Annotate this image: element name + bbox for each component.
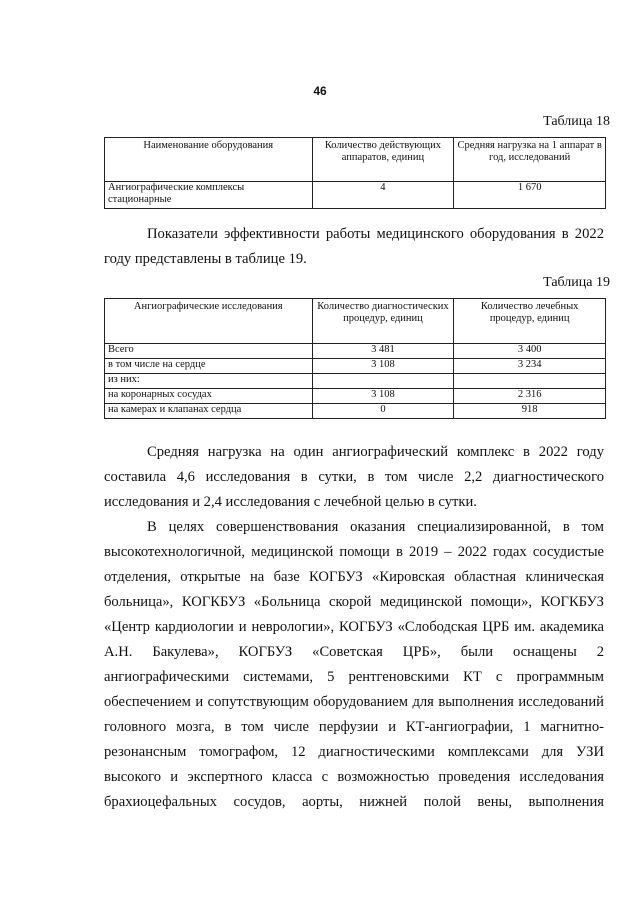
table-cell: 3 108 [312, 359, 454, 374]
table-cell: 918 [454, 404, 606, 419]
table-19-caption: Таблица 19 [543, 275, 610, 290]
table-18-header-cell: Средняя нагрузка на 1 аппарат в год, исследований [454, 138, 606, 182]
table-cell [312, 374, 454, 389]
table-cell: 4 [312, 182, 454, 209]
table-row [105, 359, 606, 374]
table-cell: 0 [312, 404, 454, 419]
table-cell: в том числе на сердце [105, 359, 313, 374]
page-number: 46 [313, 84, 327, 98]
table-row [105, 344, 606, 359]
table-cell: Всего [105, 344, 313, 359]
table-row [105, 374, 606, 389]
paragraph-3: В целях совершенствования оказания специализированной, в том высокотехнологичной, медицинской помощи в 2019 – 2022 годах сосудистые отделения, открытые на базе КОГБУЗ «Кировская областная клиническая больница», КОГКБУЗ «Больница скорой медицинской помощи», КОГКБУЗ «Центр кардиологии и неврологии», КОГБУЗ «Слободская ЦРБ им. академика А.Н. Бакулева», КОГБУЗ «Советская ЦРБ», были оснащены 2 ангиографическими системами, 5 рентгеновскими КТ с программным обеспечением и сопутствующим оборудованием для выполнения исследований головного мозга, в том числе перфузии и КТ-ангиографии, 1 магнитно-резонансным томографом, 12 диагностическими комплексами для УЗИ высокого и экспертного класса с возможностью проведения исследования брахиоцефальных сосудов, аорты, нижней полой вены, выполнения [104, 519, 604, 810]
table-18 [104, 137, 606, 209]
table-row [105, 182, 606, 209]
table-18-header-row [105, 138, 606, 182]
table-18-header-cell: Наименование оборудования [105, 138, 313, 182]
table-cell: 3 400 [454, 344, 606, 359]
table-row [105, 389, 606, 404]
table-cell: 1 670 [454, 182, 606, 209]
paragraph-1: Показатели эффективности работы медицинского оборудования в 2022 году представлены в таблице 19. [104, 226, 604, 267]
table-19-header-cell: Количество диагностических процедур, единиц [312, 299, 454, 344]
paragraph-2: Средняя нагрузка на один ангиографический комплекс в 2022 году составила 4,6 исследования в сутки, в том числе 2,2 диагностического исследования и 2,4 исследования с лечебной целью в сутки. [104, 444, 604, 510]
table-19-header-cell: Количество лечебных процедур, единиц [454, 299, 606, 344]
table-cell: 3 481 [312, 344, 454, 359]
table-row [105, 404, 606, 419]
table-cell: 2 316 [454, 389, 606, 404]
table-18-caption: Таблица 18 [543, 114, 610, 129]
table-cell: Ангиографические комплексы стационарные [105, 182, 313, 209]
table-19-header-row [105, 299, 606, 344]
table-cell: из них: [105, 374, 313, 389]
table-cell [454, 374, 606, 389]
table-cell: 3 234 [454, 359, 606, 374]
table-19-header-cell: Ангиографические исследования [105, 299, 313, 344]
table-cell: 3 108 [312, 389, 454, 404]
table-cell: на коронарных сосудах [105, 389, 313, 404]
table-cell: на камерах и клапанах сердца [105, 404, 313, 419]
table-19 [104, 298, 606, 419]
table-18-header-cell: Количество действующих аппаратов, единиц [312, 138, 454, 182]
